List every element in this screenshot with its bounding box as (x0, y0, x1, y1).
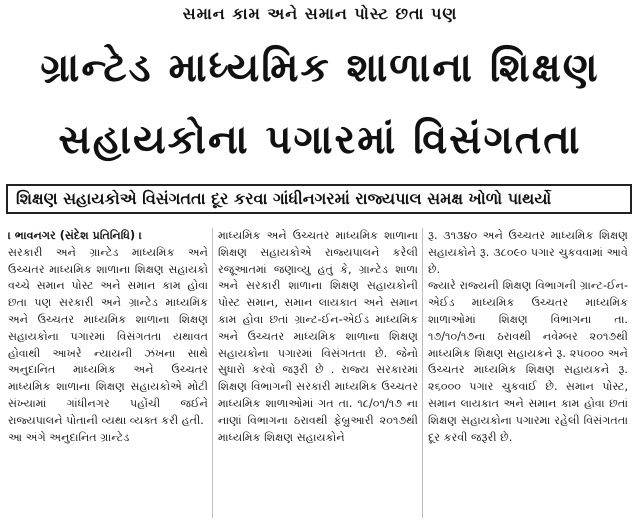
article-column-2 (218, 228, 418, 523)
article-paragraph: જ્યારે રાજ્યની શિક્ષણ વિભાગની ગ્રાન્ટ-ઈન-એઈડ માધ્યમિક ઉચ્ચતર માધ્યમિક શાળાઓમાં શિક્ષણ વિભાગના તા. ૧૭/૧૦/૧૭ના ઠરાવથી નવેમ્બર ૨૦૧૭થી માધ્યમિક શિક્ષણ સહાયકને રૂ. ૨૫૦૦૦ અને ઉચ્ચતર માધ્યમિક શિક્ષણ સહાયકને રૂ. ૨૬૦૦૦ પગાર ચુકવાઈ છે. સમાન પોસ્ટ, સમાન લાયકાત અને સમાન કામ હોવા છતાં શિક્ષણ સહાયકોના પગારમા રહેલી વિસંગતતા દૂર કરવી જરૂરી છે. (428, 279, 628, 444)
article-column-1 (8, 228, 208, 523)
article-paragraph: માધ્યમિક અને ઉચ્ચતર માધ્યમિક શાળાના શિક્ષણ સહાયકોએ રાજ્યપાલને કરેલી રજૂઆતમાં જણાવ્યુ હતું કે, ગ્રાન્ટેડ શાળા અને સરકારી શાળાના શિક્ષણ સહાયકોની પોસ્ટ સમાન, સમાન લાયકાત અને સમાન કામ હોવા છતાં ગ્રાન્ટ-ઈન-એઈડ માધ્યમિક અને ઉચ્ચતર માધ્યમિક શાળાના શિક્ષણ સહાયકોના પગારમાં વિસંગતતા છે. જેનો સુધારો કરવો જરૂરી છે . રાજ્ય સરકારમાં શિક્ષણ વિભાગની સરકારી માધ્યમિક ઉચ્ચતર માધ્યમિક શાળાઓમાં ગત તા. ૧૮/૦૧/૧૭ ના નાણાં વિભાગના ઠરાવથી ફેબ્રુઆરી ૨૦૧૭થી માધ્યમિક શિક્ષણ સહાયકોને (218, 229, 418, 444)
article-paragraph: સરકારી અને ગ્રાન્ટેડ માધ્યમિક અને ઉચ્ચતર માધ્યમિક શાળાના શિક્ષણ સહાયકો વચ્ચે સમાન પોસ્ટ અને સમાન કામ હોવા છતા પણ સરકારી અને ગ્રાન્ટેડ માધ્યમિક અને ઉચ્ચતર માધ્યમિક શાળાના શિક્ષણ સહાયકોના પગારમાં વિસંગતતા યથાવત હોવાથી આખરે ન્યાયની ઝંખના સાથે અનુદાનિત માધ્યમિક અને ઉચ્ચતર માધ્યમિક શાળાના શિક્ષણ સહાયકોએ મોટી સંખ્યામાં ગાંધીનગર પહોંચી જઈને રાજ્યપાલને પોતાની વ્યથા વ્યક્ત કરી હતી. (8, 245, 208, 427)
headline-line-2: સહાયકોના પગારમાં વિસંગતતા (58, 117, 582, 163)
article-column-3 (428, 228, 628, 523)
strapline-box: શિક્ષણ સહાયકોએ વિસંગતતા દૂર કરવા ગાંધીનગરમાં રાજ્યપાલ સમક્ષ ખોળો પાથર્યો (6, 184, 632, 214)
article-paragraph: રૂ. ૩૧૩૪૦ અને ઉચ્ચતર માધ્યમિક શિક્ષણ સહાયકોને રૂ. ૩૮૦૯૦ પગાર ચુકવવામાં આવે છે. (428, 229, 628, 276)
column-divider (422, 228, 423, 518)
dateline: । ભાવનગર (સંદેશ પ્રતિનિધિ) । (8, 229, 142, 242)
kicker-line: સમાન કામ અને સમાન પોસ્ટ છતા પણ (182, 4, 458, 23)
headline-line-1: ગ્રાન્ટેડ માધ્યમિક શાળાના શિક્ષણ (40, 45, 600, 91)
column-divider (212, 228, 213, 518)
article-paragraph: આ અંગે અનુદાનિત ગ્રાન્ટેડ (8, 430, 130, 444)
